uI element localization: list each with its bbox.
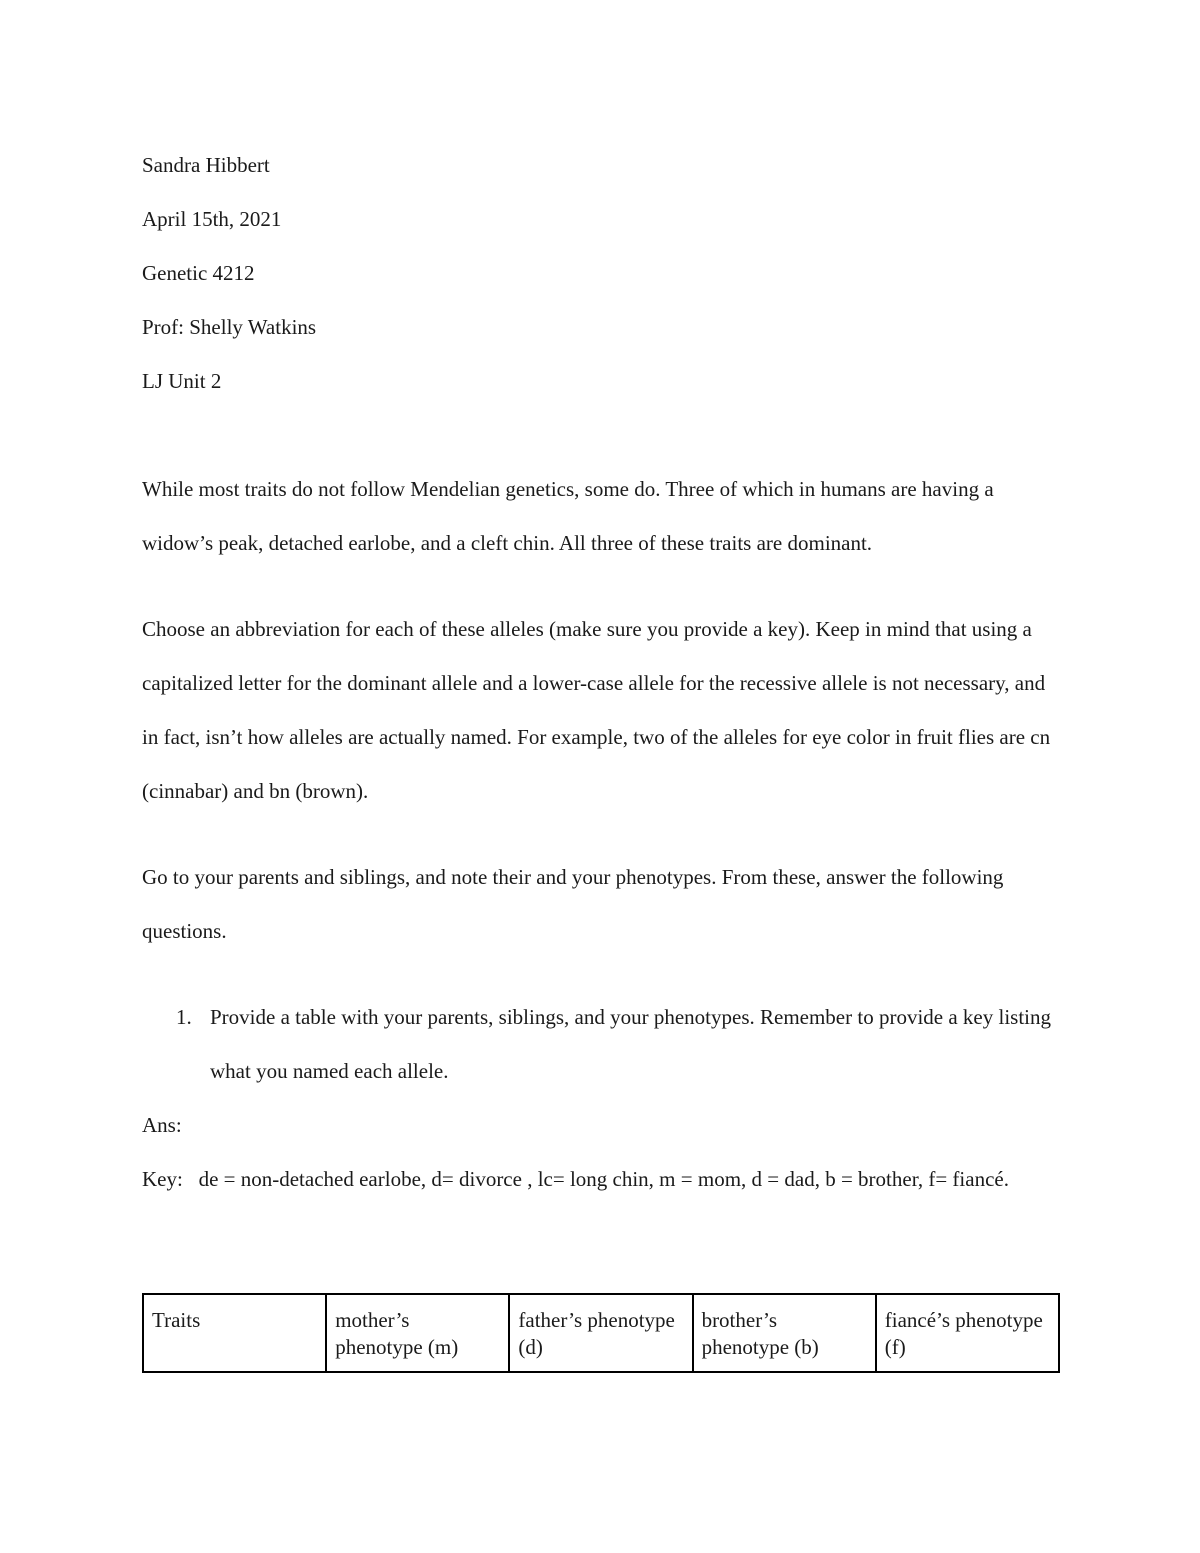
table-header-cell: father’s phenotype (d) [509,1294,692,1372]
answer-label: Ans: [142,1113,182,1137]
spacer [142,818,1062,850]
question-text: Provide a table with your parents, siblings, and your phenotypes. Remember to provide a key listing what you named each allele. [210,1005,1052,1083]
spacer [142,570,1062,602]
assignment-date: April 15th, 2021 [142,207,282,231]
question-number: 1. [176,1005,192,1029]
course-name: Genetic 4212 [142,261,255,285]
table-header-cell: mother’s phenotype (m) [326,1294,509,1372]
question-item [142,990,1062,1098]
professor-name: Prof: Shelly Watkins [142,315,317,339]
assignment-title: LJ Unit 2 [142,369,222,393]
phenotype-table [142,1293,1060,1373]
student-name: Sandra Hibbert [142,153,270,177]
task-paragraph: Go to your parents and siblings, and note their and your phenotypes. From these, answer the following questions. [142,865,1004,943]
allele-key: Key: de = non-detached earlobe, d= divorce , lc= long chin, m = mom, d = dad, b = brother, f= fiancé. [142,1167,1009,1191]
document-body [142,138,1062,1206]
instructions-paragraph: Choose an abbreviation for each of these alleles (make sure you provide a key). Keep in mind that using a capitalized letter for the dominant allele and a lower-case allele for the recessive allele is not necessary, and in fact, isn’t how alleles are actually named. For example, two of the alleles for eye color in fruit flies are cn (cinnabar) and bn (brown). [142,617,1051,803]
spacer [142,958,1062,990]
table-header-cell: brother’s phenotype (b) [693,1294,876,1372]
intro-paragraph: While most traits do not follow Mendelian genetics, some do. Three of which in humans are having a widow’s peak, detached earlobe, and a cleft chin. All three of these traits are dominant. [142,477,994,555]
table-header-cell: fiancé’s phenotype (f) [876,1294,1059,1372]
table-header-row [143,1294,1059,1372]
table-header-cell: Traits [143,1294,326,1372]
spacer [142,408,1062,462]
